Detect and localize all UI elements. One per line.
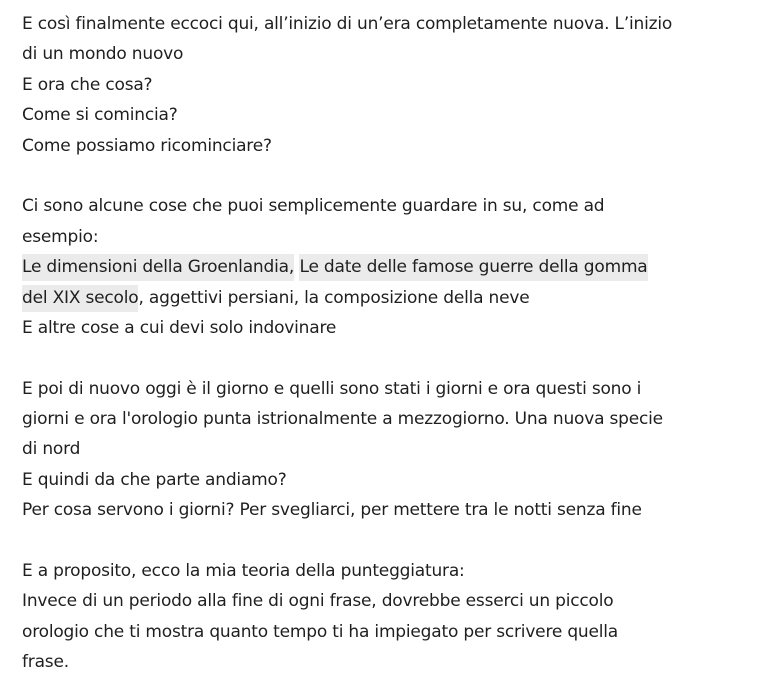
paragraph-gap: [22, 526, 722, 556]
text-line: Come possiamo ricominciare?: [22, 135, 272, 156]
text-line: E a proposito, ecco la mia teoria della punteggiatura:: [22, 561, 465, 582]
paragraph-3: [22, 374, 722, 526]
text-line: giorni e ora l'orologio punta istrionalmente a mezzogiorno. Una nuova specie: [22, 409, 663, 430]
paragraph-gap: [22, 161, 722, 191]
text-line: Come si comincia?: [22, 105, 178, 126]
text-line: E quindi da che parte andiamo?: [22, 469, 287, 490]
text-line: E così finalmente eccoci qui, all’inizio di un’era completamente nuova. L’inizio: [22, 14, 673, 34]
text-line: E ora che cosa?: [22, 74, 153, 95]
text-line: E altre cose a cui devi solo indovinare: [22, 317, 337, 338]
text-line: E poi di nuovo oggi è il giorno e quelli sono stati i giorni e ora questi sono i: [22, 378, 642, 399]
highlighted-phrase: del XIX secolo: [22, 285, 138, 312]
text-line: [22, 283, 722, 313]
paragraph-gap: [22, 343, 722, 373]
highlighted-phrase: Le dimensioni della Groenlandia,: [22, 254, 294, 281]
text-line: Ci sono alcune cose che puoi semplicemente guardare in su, come ad: [22, 196, 605, 217]
text-line: di un mondo nuovo: [22, 44, 184, 65]
text-line: Per cosa servono i giorni? Per svegliarci, per mettere tra le notti senza fine: [22, 500, 642, 521]
text-line: Invece di un periodo alla fine di ogni frase, dovrebbe esserci un piccolo: [22, 591, 614, 612]
highlighted-phrase: Le date delle famose guerre della gomma: [299, 254, 647, 281]
text-line: esempio:: [22, 226, 99, 247]
paragraph-1: [22, 9, 722, 161]
text-line: di nord: [22, 439, 81, 460]
paragraph-2: [22, 191, 722, 343]
text-line: frase.: [22, 652, 69, 673]
paragraph-4: [22, 556, 722, 678]
text-line: orologio che ti mostra quanto tempo ti ha impiegato per scrivere quella: [22, 621, 619, 642]
text-run: , aggettivi persiani, la composizione della neve: [138, 287, 530, 308]
text-line: [22, 252, 722, 282]
